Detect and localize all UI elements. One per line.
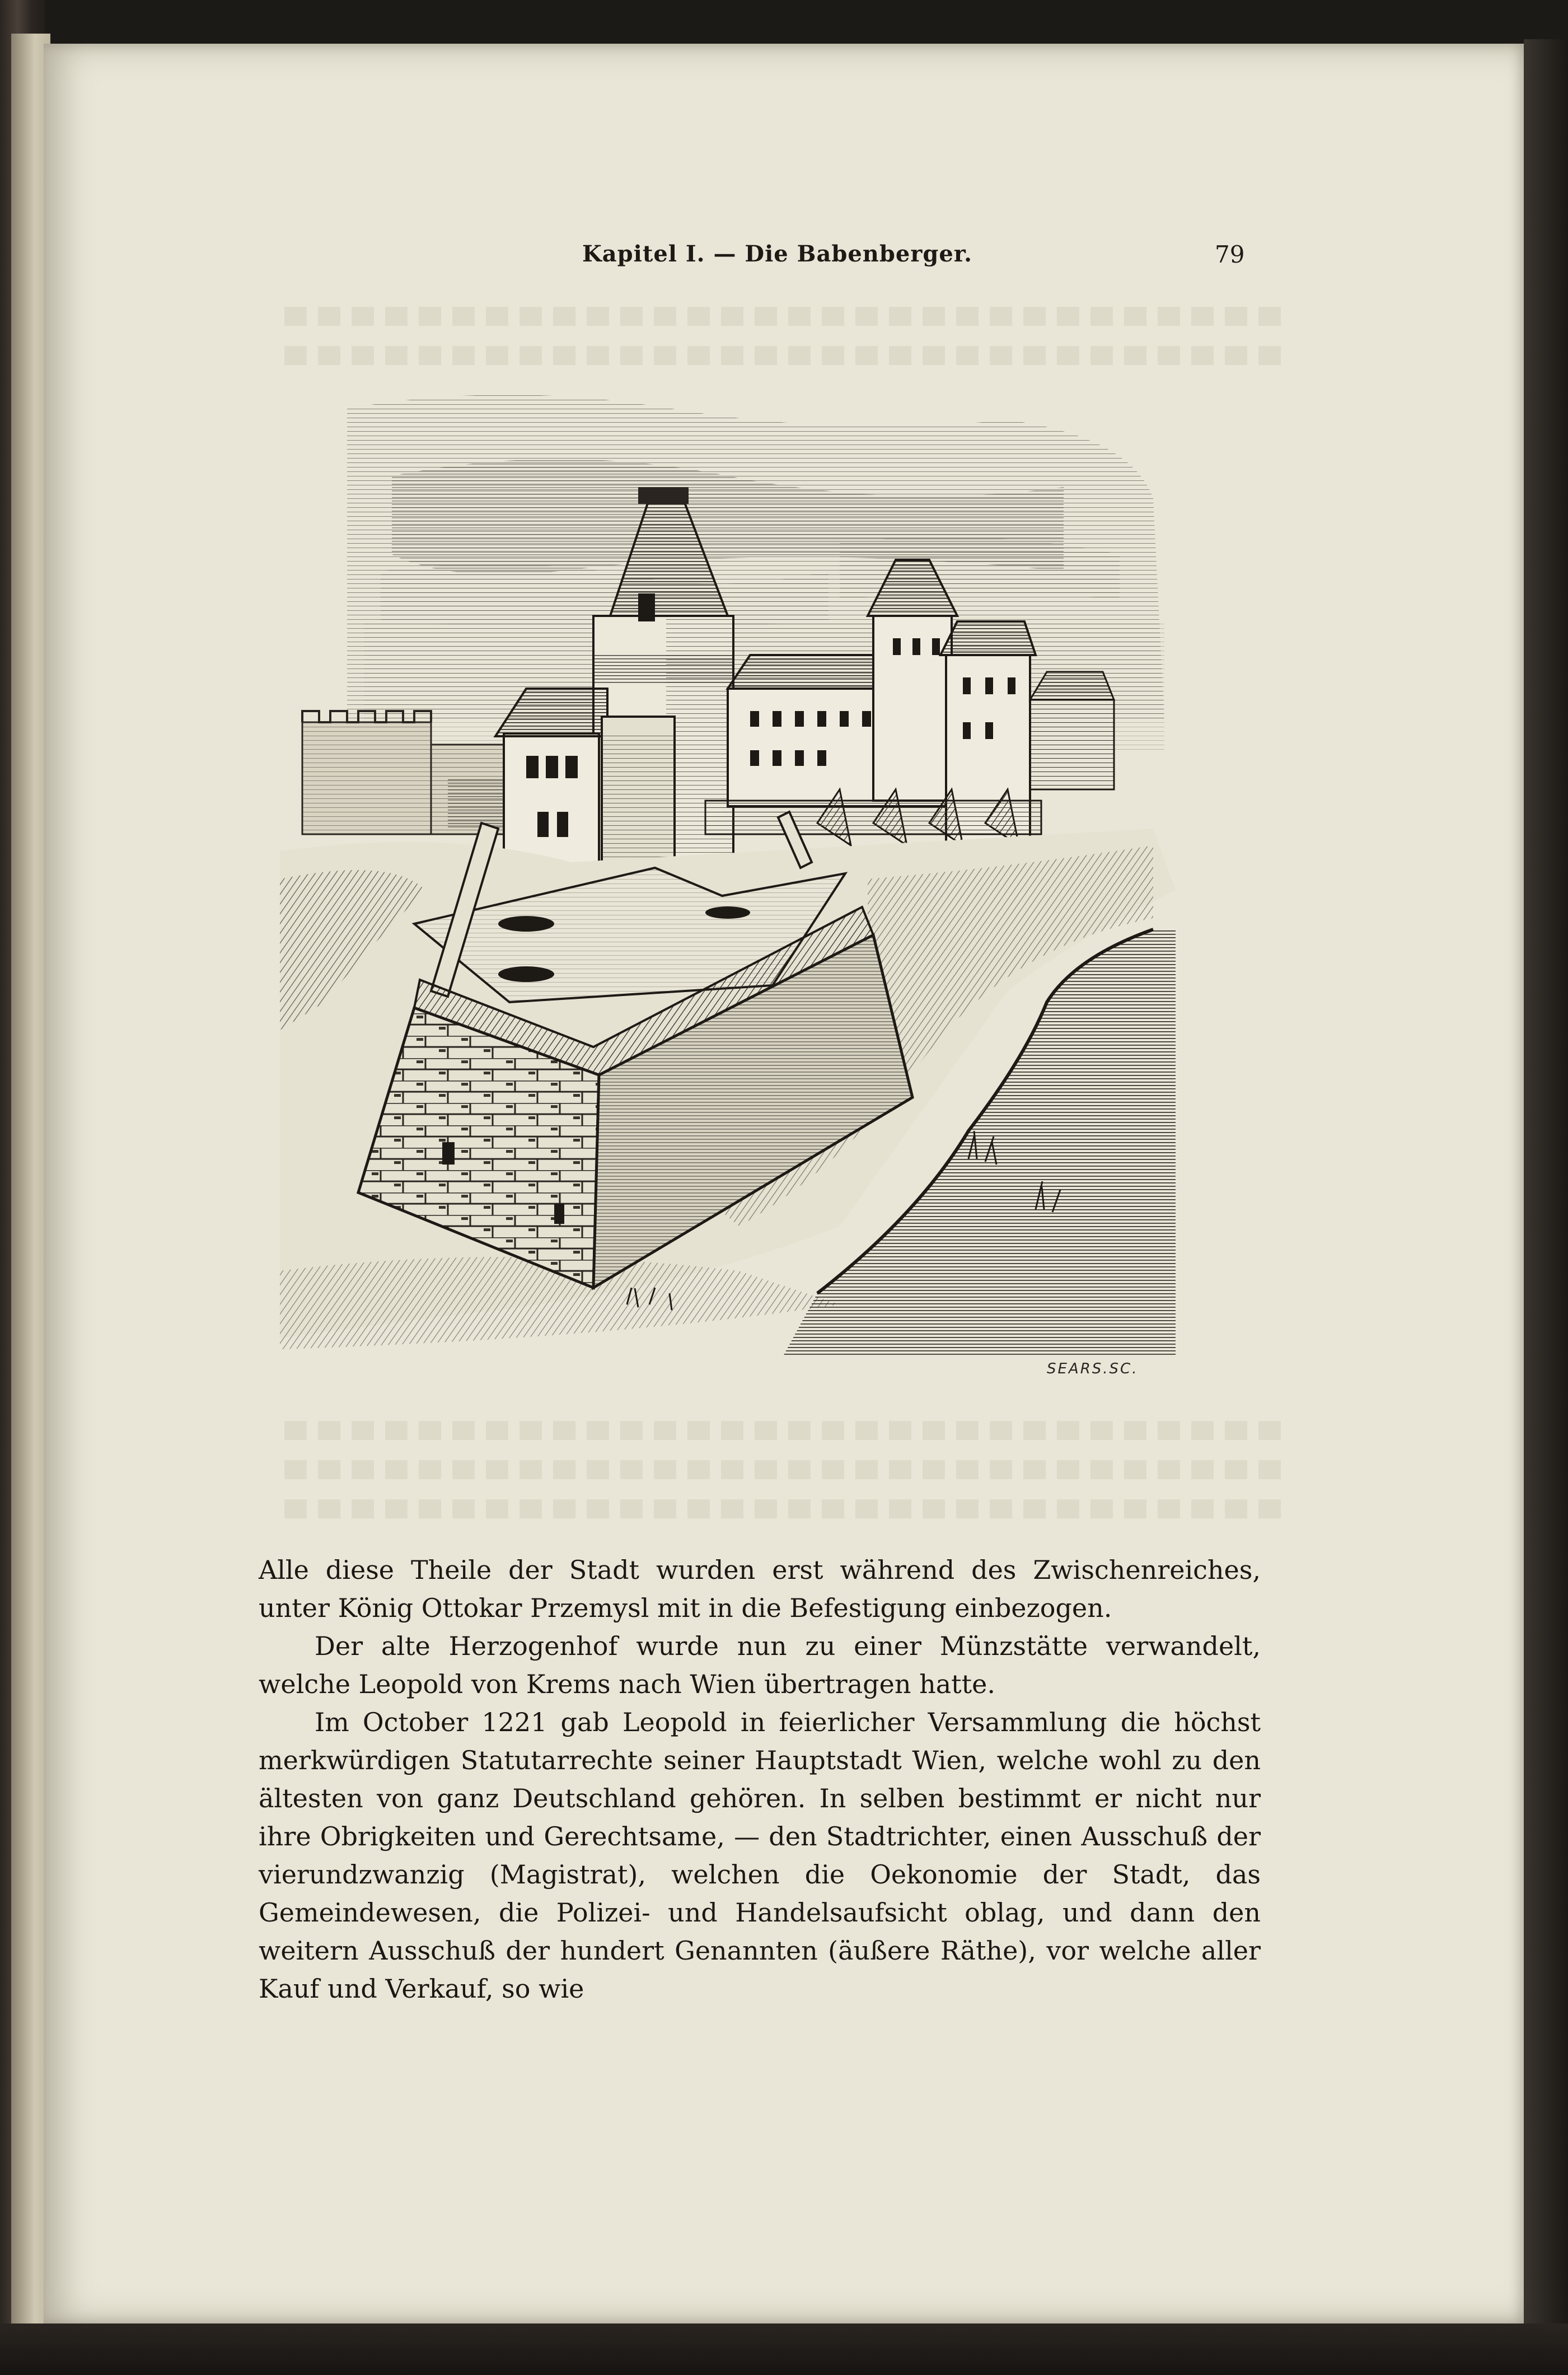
- engraver-signature: SEARS.SC.: [1047, 1361, 1139, 1377]
- page-number: 79: [1215, 241, 1245, 268]
- running-head: Kapitel I. — Die Babenberger.: [582, 241, 973, 267]
- paragraph: Im October 1221 gab Leopold in feierlicher Versammlung die höchst merkwürdigen Statutarrechte seiner Hauptstadt Wien, welche wohl zu den ältesten von ganz Deutschland gehören. In selben bestimmt er nicht nur ihre Obrigkeiten und Gerechtsame, — den Stadtrichter, einen Ausschuß der vierundzwanzig (Magistrat), welchen die Oekonomie der Stadt, das Gemeindewesen, die Polizei- und Handelsaufsicht oblag, und dann den weitern Ausschuß der hundert Genannten (äußere Räthe), vor welche aller Kauf und Verkauf, so wie: [259, 1707, 1261, 2004]
- show-through-line: [284, 1421, 1292, 1440]
- page-bottom-edge: [0, 2323, 1568, 2375]
- show-through-line: [284, 346, 1292, 365]
- show-through-line: [284, 1499, 1292, 1518]
- page-right-edge: [1524, 39, 1568, 2335]
- engraving-illustration: [280, 386, 1232, 1394]
- show-through-line: [284, 1460, 1292, 1479]
- body-text: [259, 1551, 1261, 2004]
- paragraph: Der alte Herzogenhof wurde nun zu einer Münzstätte verwandelt, welche Leopold von Krems nach Wien übertragen hatte.: [259, 1631, 1261, 1699]
- paragraph: Alle diese Theile der Stadt wurden erst während des Zwischenreiches, unter König Ottokar Przemysl mit in die Befestigung einbezogen.: [259, 1555, 1261, 1623]
- show-through-line: [284, 307, 1292, 326]
